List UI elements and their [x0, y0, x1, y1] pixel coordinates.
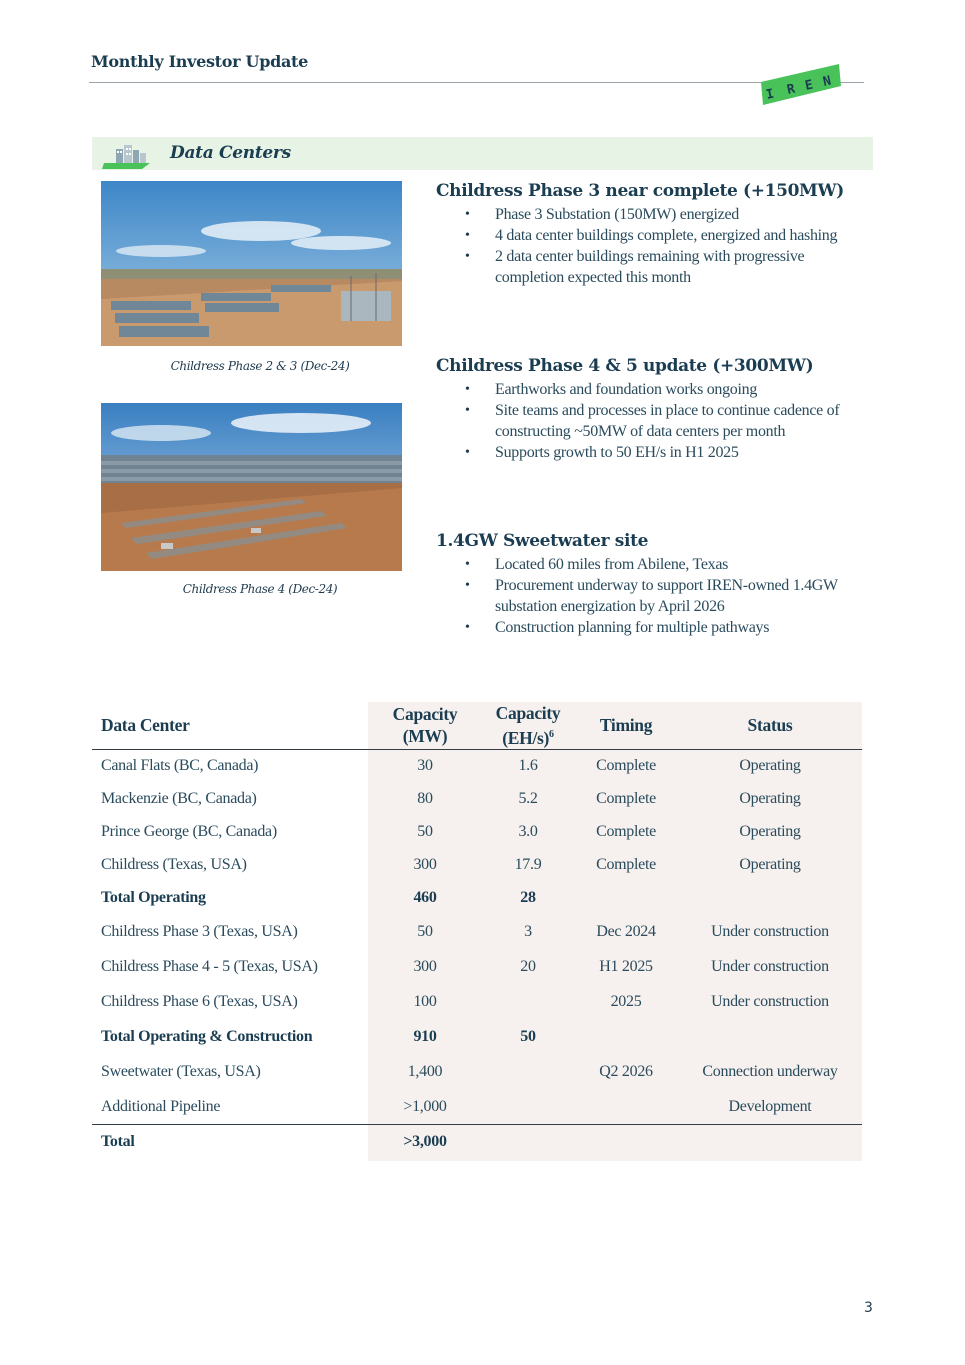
iren-logo: [759, 62, 841, 106]
bullet-list: [436, 554, 876, 638]
table-row: Childress Phase 4 - 5 (Texas, USA) 300 20 H1 2025 Under construction: [101, 957, 829, 975]
table-row: Sweetwater (Texas, USA) 1,400 Q2 2026 Connection underway: [101, 1062, 838, 1080]
svg-text:N: N: [821, 73, 833, 90]
data-center-icon: [102, 141, 152, 169]
column-header-timing: Timing: [574, 702, 678, 749]
svg-text:R: R: [785, 81, 797, 98]
list-item: • Phase 3 Substation (150MW) energized: [436, 204, 876, 225]
section-title: Data Centers: [170, 143, 291, 163]
childress-phase-2-3-photo: [101, 181, 402, 346]
update-heading: Childress Phase 4 & 5 update (+300MW): [436, 356, 814, 376]
update-phase-3: [436, 180, 876, 288]
update-sweetwater: [436, 530, 876, 638]
list-item: • Site teams and processes in place to continue cadence of constructing ~50MW of data centers per month: [436, 400, 876, 442]
svg-text:E: E: [803, 77, 815, 94]
photo-caption: Childress Phase 4 (Dec-24): [182, 582, 338, 596]
header-divider: [89, 82, 864, 83]
page-number: 3: [864, 1300, 873, 1316]
table-row-total: Total >3,000: [92, 1124, 862, 1159]
column-header-capacity-mw: Capacity (MW): [368, 702, 482, 749]
page-header-title: Monthly Investor Update: [91, 52, 309, 71]
data-centers-banner: [92, 137, 873, 170]
table-row: Prince George (BC, Canada) 50 3.0 Complete Operating: [101, 822, 801, 840]
column-header-capacity-ehs: Capacity $(EH/s)^6$: [482, 702, 574, 749]
table-row: Childress (Texas, USA) 300 17.9 Complete Operating: [101, 855, 801, 873]
data-center-table: [92, 702, 862, 1161]
list-item: • Construction planning for multiple pathways: [436, 617, 876, 638]
update-phase-4-5: [436, 355, 876, 463]
bullet-list: [436, 379, 876, 463]
list-item: • Located 60 miles from Abilene, Texas: [436, 554, 876, 575]
table-row: Childress Phase 3 (Texas, USA) 50 3 Dec 2024 Under construction: [101, 922, 829, 940]
list-item: • 2 data center buildings remaining with progressive completion expected this month: [436, 246, 876, 288]
list-item: • Earthworks and foundation works ongoing: [436, 379, 876, 400]
list-item: • Procurement underway to support IREN-owned 1.4GW substation energization by April 2026: [436, 575, 876, 617]
column-header-status: Status: [678, 702, 862, 749]
svg-text:I: I: [764, 86, 776, 103]
table-row: Mackenzie (BC, Canada) 80 5.2 Complete Operating: [101, 789, 801, 807]
list-item: • 4 data center buildings complete, energized and hashing: [436, 225, 876, 246]
update-heading: 1.4GW Sweetwater site: [436, 531, 649, 551]
table-row-subtotal: Total Operating & Construction 910 50: [101, 1027, 536, 1045]
table-row: Canal Flats (BC, Canada) 30 1.6 Complete Operating: [101, 757, 801, 775]
table-row: Additional Pipeline >1,000 Development: [101, 1097, 812, 1115]
column-header-data-center: Data Center: [92, 702, 368, 749]
update-heading: Childress Phase 3 near complete (+150MW): [436, 181, 844, 201]
table-row: Childress Phase 6 (Texas, USA) 100 2025 Under construction: [101, 992, 829, 1010]
list-item: • Supports growth to 50 EH/s in H1 2025: [436, 442, 876, 463]
bullet-list: [436, 204, 876, 288]
photo-caption: Childress Phase 2 & 3 (Dec-24): [170, 359, 350, 373]
table-row-subtotal: Total Operating 460 28: [101, 888, 536, 906]
childress-phase-4-photo: [101, 403, 402, 571]
